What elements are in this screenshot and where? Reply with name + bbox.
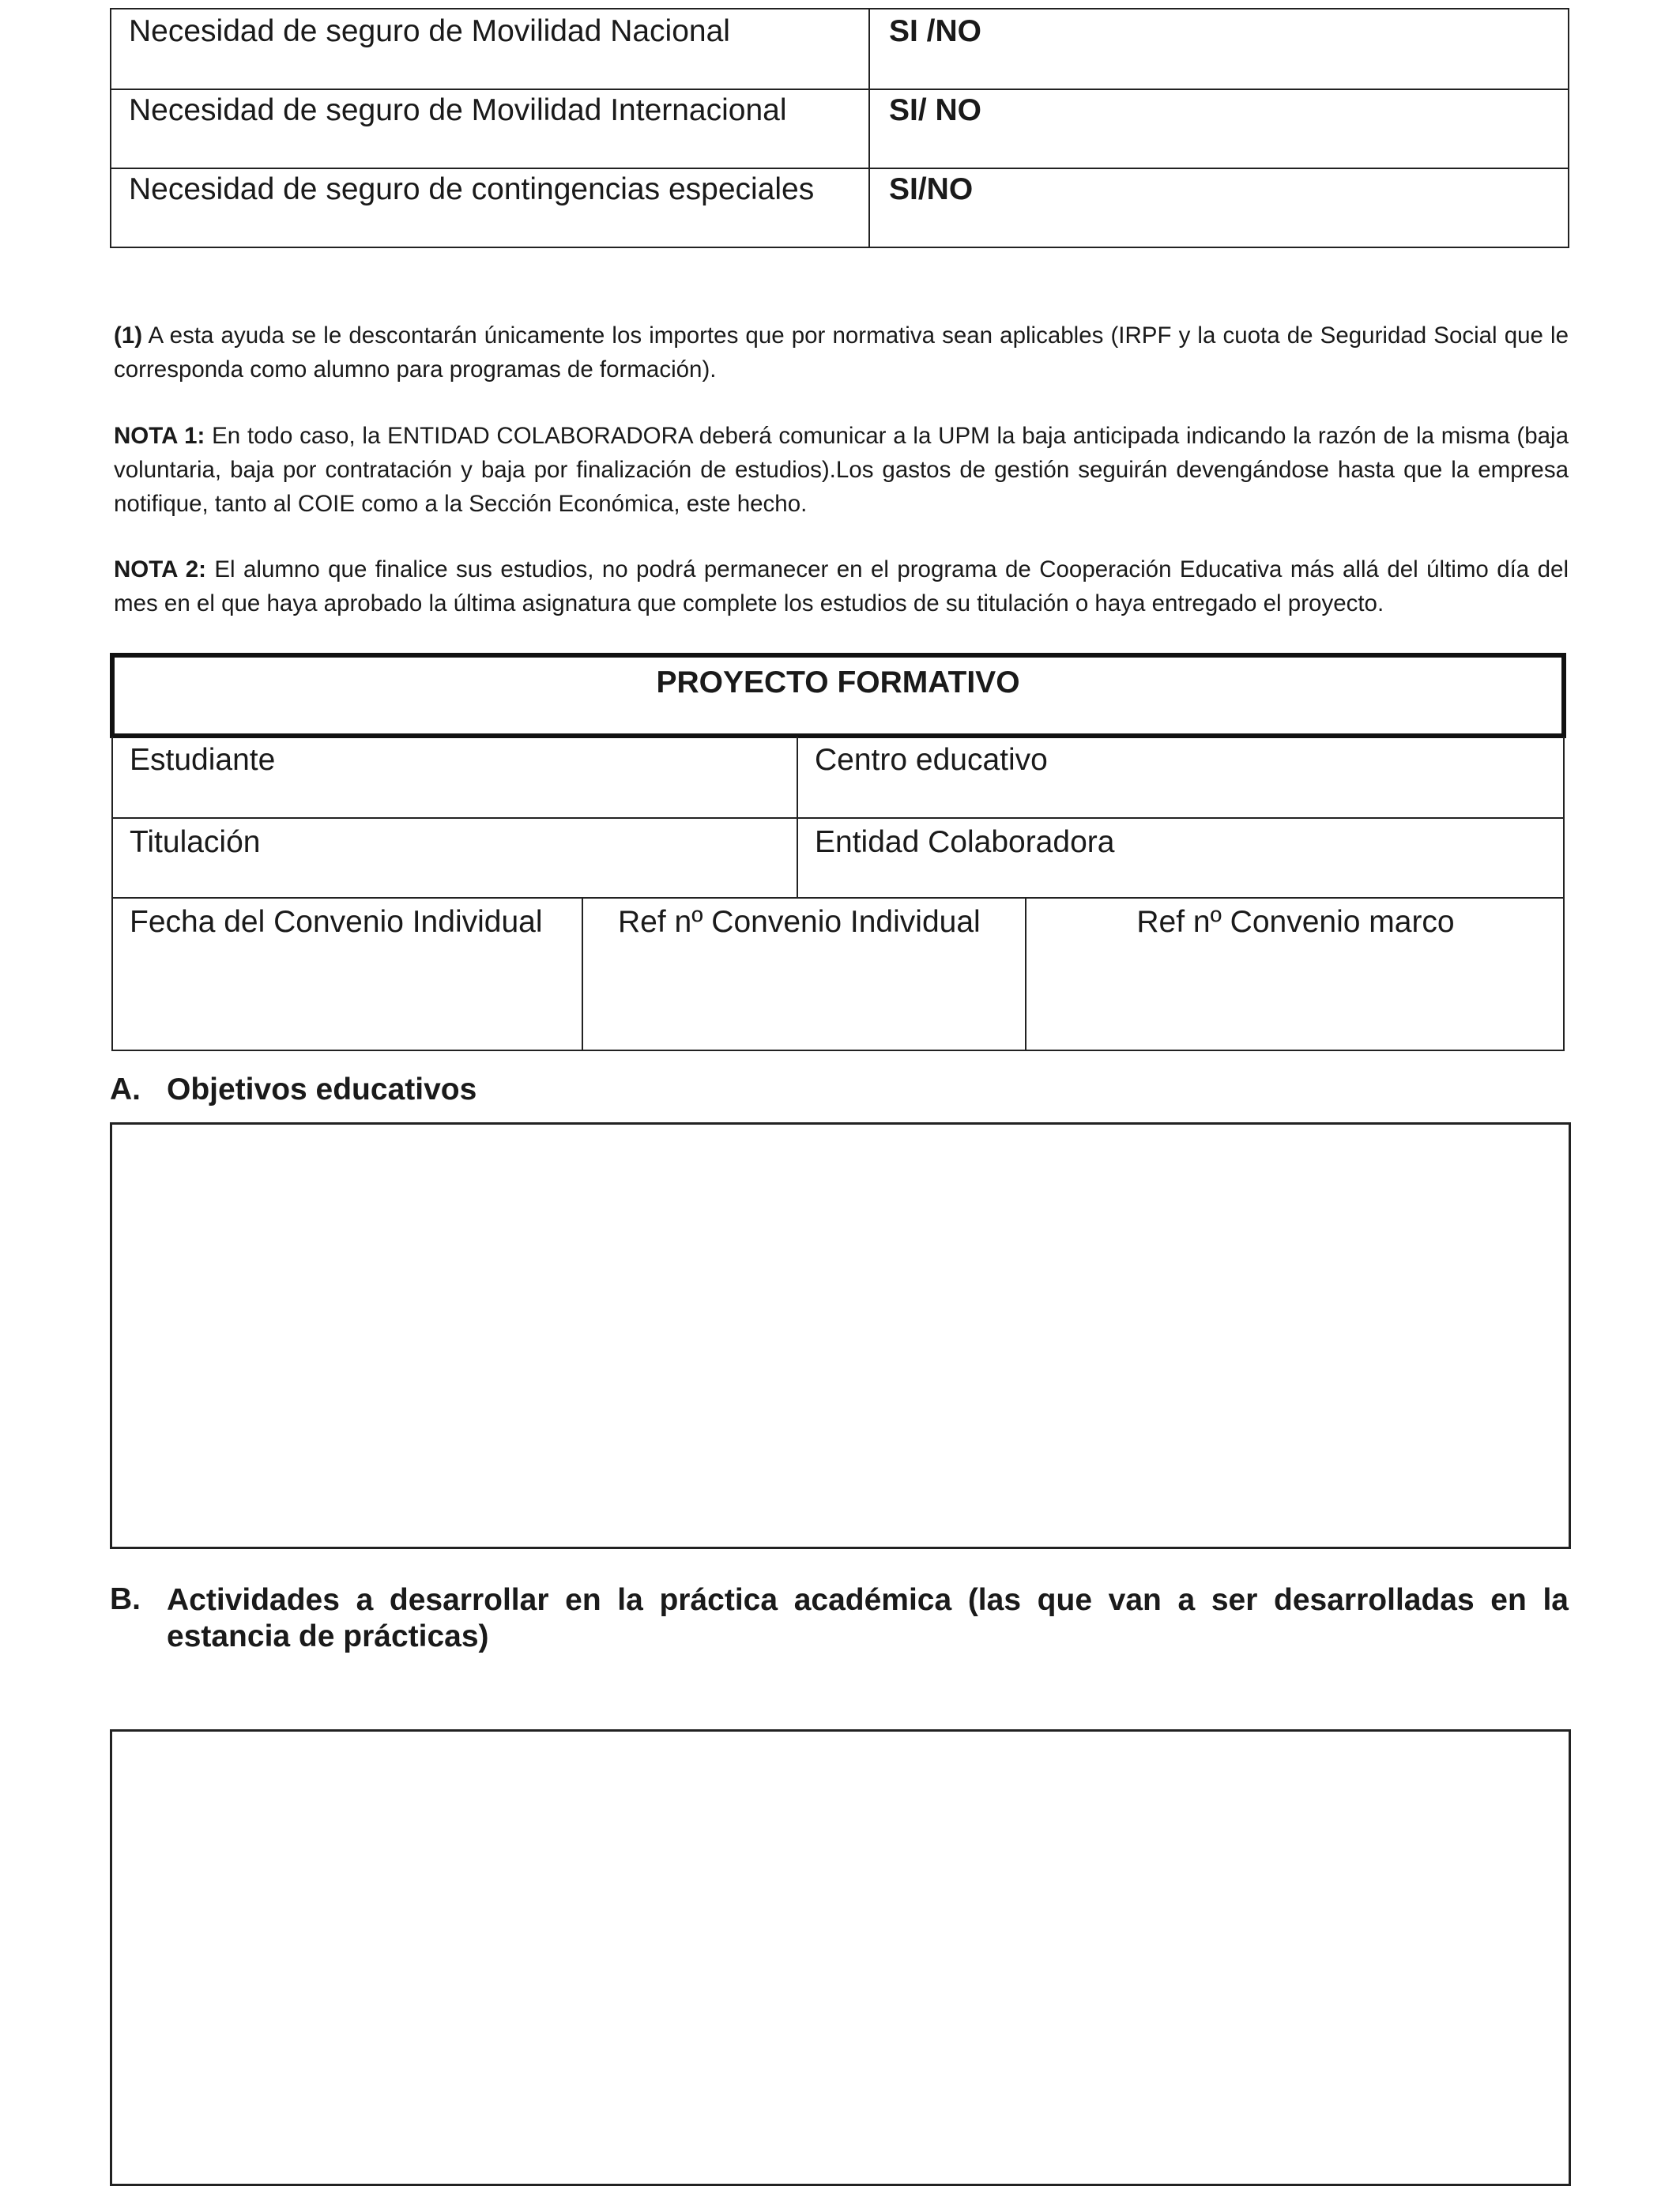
ref-convenio-individual-label: Ref nº Convenio Individual: [618, 905, 981, 939]
note-lead: (1): [114, 322, 143, 349]
note-text: A esta ayuda se le descontarán únicamente los importes que por normativa sean aplicables (IRPF y la cuota de Seguridad Social que le corresponda como alumno para programas de formación).: [114, 322, 1569, 383]
insurance-value[interactable]: SI /NO: [889, 14, 982, 48]
ref-convenio-marco-label: Ref nº Convenio marco: [1136, 905, 1455, 939]
insurance-row-internacional: [111, 89, 1568, 169]
actividades-box[interactable]: [110, 1729, 1571, 2186]
titulacion-field[interactable]: [113, 817, 798, 897]
insurance-row-nacional: [111, 9, 1568, 90]
insurance-label: Necesidad de seguro de contingencias especiales: [111, 168, 870, 247]
objetivos-educativos-box[interactable]: [110, 1122, 1571, 1549]
insurance-value[interactable]: SI/ NO: [889, 93, 982, 127]
entidad-colaboradora-field[interactable]: [798, 817, 1565, 897]
ref-convenio-marco-field[interactable]: [1026, 897, 1565, 1051]
section-b-heading: [110, 1582, 1569, 1661]
note-lead: NOTA 1:: [114, 423, 205, 449]
insurance-row-contingencias: [111, 168, 1568, 247]
insurance-label: Necesidad de seguro de Movilidad Internacional: [111, 89, 870, 168]
note-lead: NOTA 2:: [114, 556, 206, 582]
proyecto-formativo-grid: [111, 737, 1565, 1051]
ref-convenio-individual-field[interactable]: [583, 897, 1026, 1051]
estudiante-label: Estudiante: [130, 743, 276, 777]
fecha-convenio-label: Fecha del Convenio Individual: [130, 905, 543, 939]
note-text: El alumno que finalice sus estudios, no podrá permanecer en el programa de Cooperación Educativa más allá del último día del mes en el que haya aprobado la última asignatura que complete los estudios de su titulación o haya entregado el proyecto.: [114, 556, 1569, 616]
titulacion-label: Titulación: [130, 825, 261, 859]
estudiante-field[interactable]: [113, 737, 798, 817]
section-a-title: Objetivos educativos: [167, 1072, 477, 1106]
insurance-label: Necesidad de seguro de Movilidad Nacional: [111, 9, 870, 89]
centro-educativo-label: Centro educativo: [815, 743, 1048, 777]
insurance-value[interactable]: SI/NO: [889, 172, 974, 206]
proyecto-formativo-title: PROYECTO FORMATIVO: [110, 653, 1566, 738]
section-a-heading: [110, 1072, 742, 1112]
section-a-letter: A.: [110, 1072, 141, 1106]
centro-educativo-field[interactable]: [798, 737, 1565, 817]
insurance-table: [110, 8, 1569, 248]
note-1: [114, 419, 1569, 521]
note-footnote-1: [114, 319, 1569, 386]
fecha-convenio-field[interactable]: [113, 897, 583, 1051]
note-2: [114, 552, 1569, 620]
section-b-title: Actividades a desarrollar en la práctica académica (las que van a ser desarrolladas en la estancia de prácticas): [167, 1583, 1569, 1653]
note-text: En todo caso, la ENTIDAD COLABORADORA deberá comunicar a la UPM la baja anticipada indicando la razón de la misma (baja voluntaria, baja por contratación y baja por finalización de estudios).Los gastos de gestión seguirán devengándose hasta que la empresa notifique, tanto al COIE como a la Sección Económica, este hecho.: [114, 423, 1569, 517]
section-b-letter: B.: [110, 1582, 141, 1616]
entidad-colaboradora-label: Entidad Colaboradora: [815, 825, 1115, 859]
